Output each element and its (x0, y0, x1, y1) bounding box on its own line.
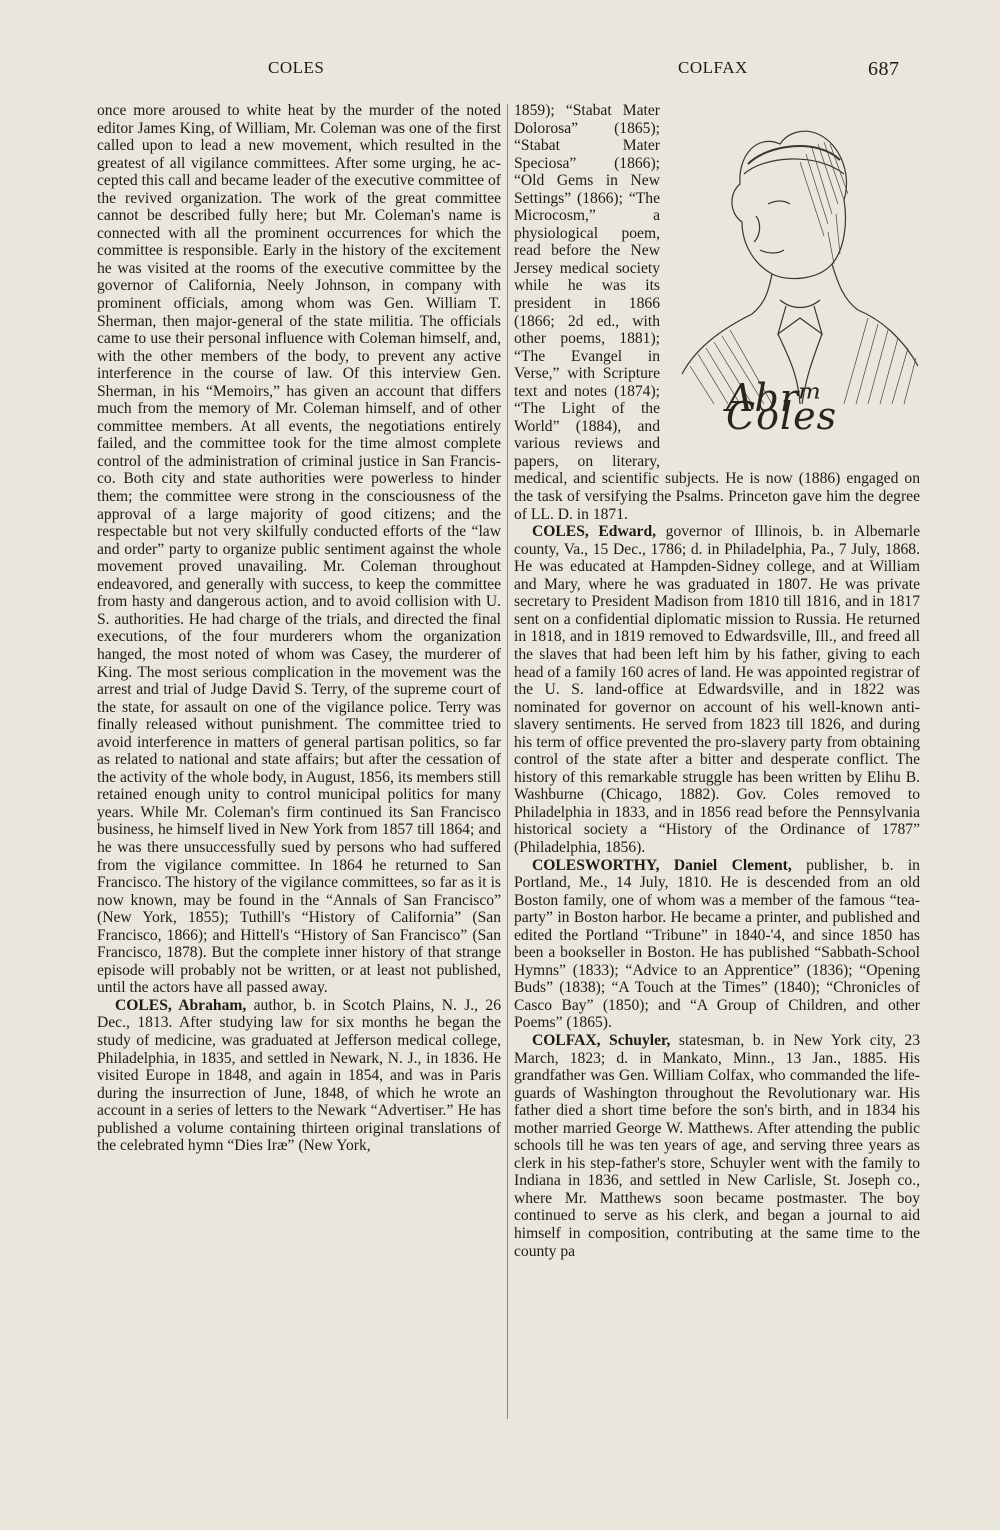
portrait-signature: Abrᵐ Coles (726, 376, 838, 438)
entry-heading-colesworthy: COLESWORTHY, Daniel Clement, (532, 856, 792, 874)
entry-heading-abraham-coles: COLES, Abraham, (115, 996, 247, 1014)
coleman-entry-continuation: once more aroused to white heat by the murder of the noted editor James King, of William, Mr. Coleman was one of the first called upon to lead a new movement, which resulted in the greatest of all vigilance committees. After some urging, he accepted this call and became leader of the executive committee of the revived organization. The work of the great committee cannot be described fully here; but Mr. Coleman's name is connected with all the prominent occurrences for which the committee is responsible. Early in the history of the excitement he was visited at the rooms of the executive committee by the governor of California, Neely Johnson, in company with prominent officials, among whom was Gen. William T. Sherman, then major-general of the state militia. The officials came to use their personal influence with Coleman himself, and, with the other members of the body, to prevent any active interference in the course of law. Of this interview Gen. Sherman, in his “Memoirs,” has given an account that differs much from the memory of Mr. Coleman himself, and of other committee members. At all events, the negotiations entirely failed, and the committee took for the time almost complete control of the administration of criminal justice in San Francisco. Both city and state authorities were powerless to hinder them; the committee were strong in the consciousness of the approval of a large majority of good citizens; and the respectable but not very skilfully conducted efforts of the “law and order” party to organize public sentiment against the whole movement proved unavailing. Mr. Coleman throughout endeavored, and generally with success, to keep the committee from hasty and dangerous action, and to avoid collision with U. S. authorities. He had charge of the trials, and directed the final executions, of the four murderers whom the organization hanged, the most noted of whom was Casey, the murderer of King. The most serious complication in the movement was the arrest and trial of Judge David S. Terry, of the supreme court of the state, for assault on one of the vigilance police. Terry was finally released without punishment. The committee tried to avoid interference in matters of general partisan politics, so far as related to national and state affairs; but after the cessation of the activity of the whole body, in August, 1856, its members still retained enough unity to control municipal politics for many years. While Mr. Coleman's firm continued its San Francisco business, he himself lived in New York from 1857 till 1864; and he was there unsuccessfully sued by persons who had suffered from the vigilance committee. In 1864 he returned to San Francisco. The history of the vigilance committees, so far as it is now known, may be found in the “Annals of San Francisco” (New York, 1855); Tuthill's “History of California” (San Francisco, 1866); and Hittell's “History of San Francisco” (San Francisco, 1878). But the complete inner history of that strange episode will probably not be written, or at least not published, until the actors have all passed away. (97, 102, 501, 997)
entry-heading-edward-coles: COLES, Edward, (532, 523, 657, 541)
right-column (514, 102, 920, 1260)
page-number: 687 (868, 58, 900, 80)
abraham-coles-text: author, b. in Scotch Plains, N. J., 26 Dec., 1813. After studying law for six months he began the study of medicine, was graduated at Jefferson medical college, Philadelphia, in 1835, and settled in Newark, N. J., in 1836. He visited Europe in 1848, and again in 1854, and was in Paris during the insurrection of June, 1848, of which he wrote an account in a series of letters to the Newark “Advertiser.” He has published a volume containing thirteen original translations of the celebrated hymn “Dies Iræ” (New York, (97, 996, 501, 1155)
colesworthy-entry (514, 857, 920, 1032)
running-head-right: COLFAX (678, 58, 748, 77)
entry-heading-colfax: COLFAX, Schuyler, (532, 1031, 671, 1049)
colesworthy-text: publisher, b. in Portland, Me., 14 July, 1810. He is descended from an old Boston family, one of whom was a member of the famous “tea-party” in Boston harbor. He became a printer, and published and edited the Portland “Tribune” in 1840-'4, and since 1850 has been a bookseller in Boston. He has published “Sabbath-School Hymns” (1833); “Advice to an Apprentice” (1836); “Opening Buds” (1838); “A Touch at the Times” (1840); “Chronicles of Casco Bay” (1850); and “A Group of Children, and other Poems” (1865). (514, 856, 920, 1032)
edward-coles-entry (514, 523, 920, 856)
portrait-figure (668, 104, 926, 456)
edward-coles-text: governor of Illinois, b. in Albemarle county, Va., 15 Dec., 1786; d. in Philadelphia, Pa., 7 July, 1868. He was educated at Hampden-Sidney college, and at William and Mary, where he was graduated in 1807. He was private secretary to President Madison from 1810 till 1816, and in 1817 sent on a confidential diplomatic mission to Russia. He returned in 1818, and in 1819 removed to Edwardsville, Ill., and freed all the slaves that had been left him by his father, giving to each head of a family 160 acres of land. He was appointed registrar of the U. S. land-office at Edwardsville, and in 1822 was nominated for governor on account of his well-known anti-slavery sentiments. He served from 1823 till 1826, and during his term of office prevented the pro-slavery party from obtaining control of the state after a bitter and desperate conflict. The history of this remarkable struggle has been written by Elihu B. Washburne (Chicago, 1882). Gov. Coles removed to Philadelphia in 1833, and in 1856 read before the Pennsylvania historical society a “History of the Ordinance of 1787” (Philadelphia, 1856). (514, 523, 920, 856)
left-column (97, 102, 501, 1155)
colfax-entry (514, 1032, 920, 1260)
abraham-coles-continuation (514, 102, 920, 523)
running-head (0, 58, 1000, 88)
colfax-text: statesman, b. in New York city, 23 March, 1823; d. in Mankato, Minn., 13 Jan., 1885. His grandfather was Gen. William Colfax, who commanded the life-guards of Washington throughout the Revolutionary war. His father died a short time before the son's birth, and in 1834 his mother married George W. Matthews. After attending the public schools till he was ten years of age, and serving three years as clerk in his step-father's store, Schuyler went with the family to Indiana in 1836, and settled in New Carlisle, St. Joseph co., where Mr. Matthews soon became postmaster. The boy continued to serve as his clerk, and began a journal to aid himself in composition, contributing at the same time to the county pa (514, 1031, 921, 1260)
abraham-coles-continuation-text: 1859); “Stabat Mater Dolorosa” (1865); “Stabat Mater Speciosa” (1866); “Old Gems in New Settings” (1866); “The Microcosm,” a physiological poem, read before the New Jersey medical society while he was its president in 1866 (1866; 2d ed., with other poems, 1881); “The Evangel in Verse,” with Scripture text and notes (1874); “The Light of the World” (1884), and various reviews and papers, on literary, medical, and scientific subjects. He is now (1886) engaged on the task of versifying the Psalms. Princeton gave him the degree of LL. D. in 1871. (514, 102, 920, 523)
running-head-left: COLES (268, 58, 325, 77)
column-divider (507, 104, 508, 1419)
abraham-coles-entry (97, 997, 501, 1155)
